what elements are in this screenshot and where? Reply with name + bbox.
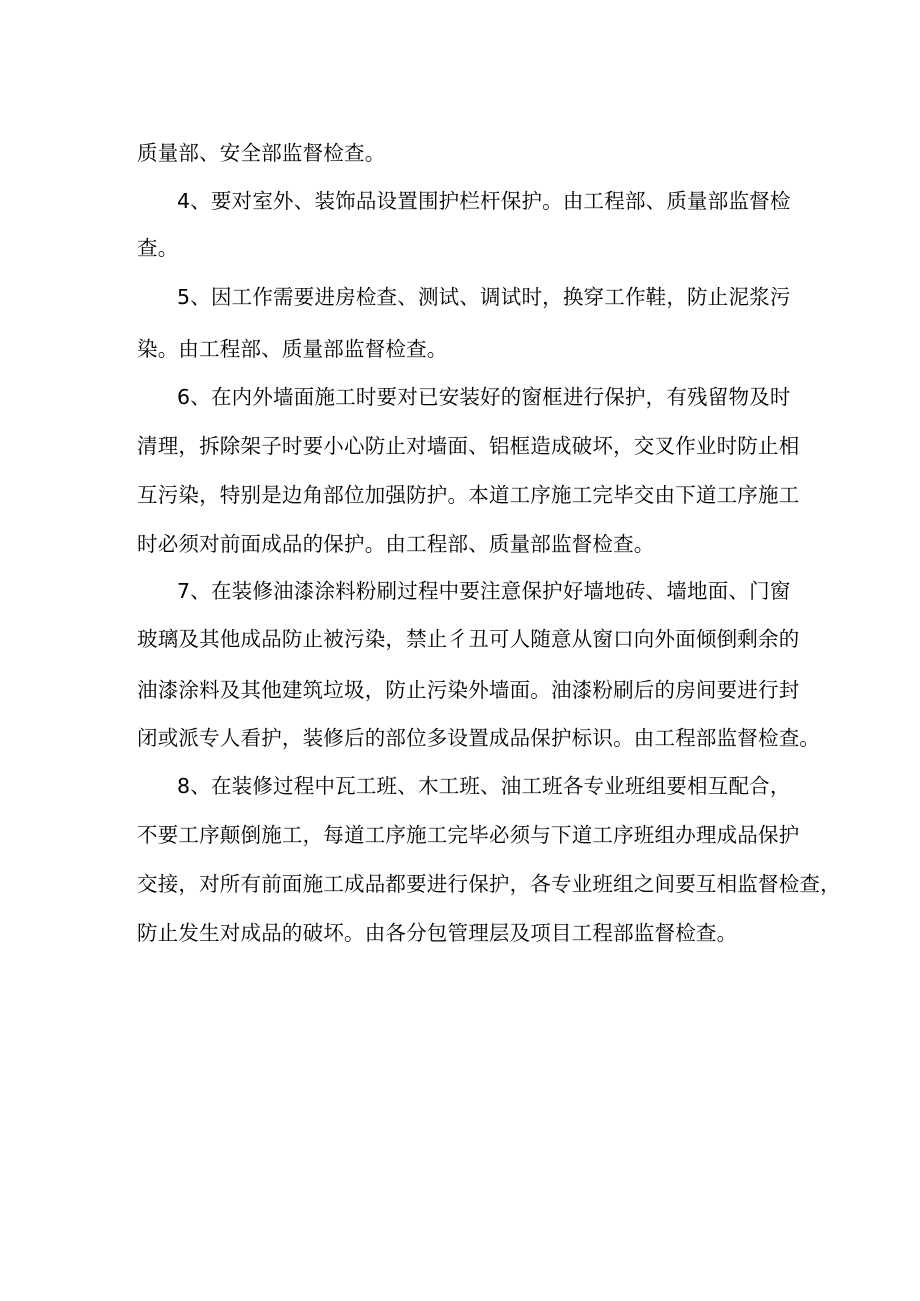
paragraph-8-line-1: 8、在装修过程中瓦工班、木工班、油工班各专业班组要相互配合， <box>177 774 791 798</box>
paragraph-5-line-1: 5、因工作需要进房检查、测试、调试时，换穿工作鞋，防止泥浆污 <box>177 285 791 309</box>
paragraph-7-line-2: 玻璃及其他成品防止被污染，禁止彳丑可人随意从窗口向外面倾倒剩余的 <box>137 627 800 651</box>
paragraph-8-line-4: 防止发生对成品的破坏。由各分包管理层及项目工程部监督检查。 <box>137 921 738 945</box>
paragraph-8-line-2: 不要工序颠倒施工，每道工序施工完毕必须与下道工序班组办理成品保护 <box>137 823 800 847</box>
paragraph-7-line-3: 油漆涂料及其他建筑垃圾，防止污染外墙面。油漆粉刷后的房间要进行封 <box>137 678 800 702</box>
paragraph-5-line-2: 染。由工程部、质量部监督检查。 <box>137 337 448 361</box>
paragraph-6-line-4: 时必须对前面成品的保护。由工程部、质量部监督检查。 <box>137 532 655 556</box>
paragraph-7-line-1: 7、在装修油漆涂料粉刷过程中要注意保护好墙地砖、墙地面、门窗 <box>177 579 791 603</box>
paragraph-6-line-3: 互污染，特别是边角部位加强防护。本道工序施工完毕交由下道工序施工 <box>137 483 800 507</box>
paragraph-6-line-2: 清理，拆除架子时要小心防止对墙面、铝框造成破坏，交叉作业时防止相 <box>137 434 800 458</box>
paragraph-3-tail-line-1: 质量部、安全部监督检查。 <box>137 141 386 165</box>
paragraph-4-line-1: 4、要对室外、装饰品设置围护栏杆保护。由工程部、质量部监督检 <box>177 189 791 213</box>
paragraph-7-line-4: 闭或派专人看护，装修后的部位多设置成品保护标识。由工程部监督检查。 <box>137 726 821 750</box>
paragraph-8-line-3: 交接，对所有前面施工成品都要进行保护，各专业班组之间要互相监督检查， <box>137 872 841 896</box>
paragraph-6-line-1: 6、在内外墙面施工时要对已安装好的窗框进行保护，有残留物及时 <box>177 385 791 409</box>
paragraph-4-line-2: 查。 <box>137 236 179 260</box>
